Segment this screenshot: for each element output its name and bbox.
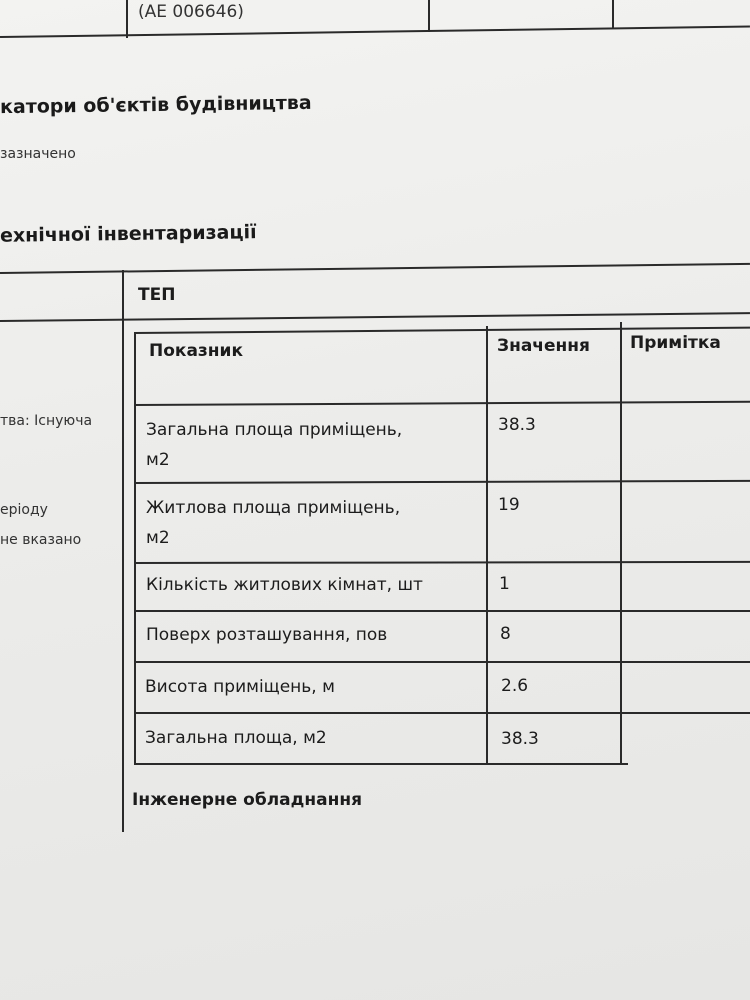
tep-header-note: Примітка xyxy=(630,333,721,353)
section-indicators-title: катори об'єктів будівництва xyxy=(0,91,312,119)
section-inventory-title: ехнічної інвентаризації xyxy=(0,221,257,247)
tep-grid-left-border xyxy=(134,334,136,764)
inventory-table-divider xyxy=(122,270,124,832)
tep-row-2-indicator-unit: м2 xyxy=(146,528,170,548)
tep-title: ТЕП xyxy=(138,285,176,305)
top-table-left-border xyxy=(126,0,128,38)
section-indicators-note: зазначено xyxy=(0,146,76,162)
top-table-mid-border xyxy=(428,0,430,32)
tep-grid-header-border xyxy=(134,401,750,406)
tep-row-3-indicator: Кількість житлових кімнат, шт xyxy=(146,575,423,595)
tep-row-3-value: 1 xyxy=(499,574,510,594)
tep-grid-row-border-1 xyxy=(134,480,750,484)
top-table-right-border xyxy=(612,0,614,28)
left-col-line2: еріоду xyxy=(0,502,48,518)
tep-grid-col-divider-1 xyxy=(486,326,488,764)
left-col-line1: тва: Існуюча xyxy=(0,413,93,429)
tep-grid-col-divider-2 xyxy=(620,322,622,764)
inventory-table-top-border xyxy=(0,263,750,274)
tep-grid-row-border-4 xyxy=(134,661,750,663)
tep-header-value: Значення xyxy=(497,336,590,356)
tep-row-6-value: 38.3 xyxy=(501,729,539,749)
tep-header-indicator: Показник xyxy=(149,341,243,361)
tep-row-6-indicator: Загальна площа, м2 xyxy=(145,728,327,748)
tep-row-1-indicator: Загальна площа приміщень, xyxy=(146,420,403,440)
top-table-code: (АЕ 006646) xyxy=(138,2,244,22)
tep-grid-row-border-3 xyxy=(134,610,750,612)
tep-row-2-indicator: Житлова площа приміщень, xyxy=(146,498,401,518)
top-table-bottom-border xyxy=(0,26,750,38)
tep-row-5-value: 2.6 xyxy=(501,676,529,696)
tep-row-1-indicator-unit: м2 xyxy=(146,450,170,470)
tep-row-1-value: 38.3 xyxy=(498,415,536,435)
tep-row-2-value: 19 xyxy=(498,495,520,515)
tep-grid-bottom-border xyxy=(134,763,628,765)
engineering-title: Інженерне обладнання xyxy=(132,790,362,810)
inventory-table-header-border xyxy=(0,312,750,322)
left-col-line3: не вказано xyxy=(0,532,82,548)
tep-grid-row-border-2 xyxy=(134,561,750,564)
tep-row-4-indicator: Поверх розташування, пов xyxy=(146,625,388,645)
tep-row-4-value: 8 xyxy=(500,624,511,644)
tep-grid-row-border-5 xyxy=(134,712,750,714)
tep-row-5-indicator: Висота приміщень, м xyxy=(145,677,335,697)
